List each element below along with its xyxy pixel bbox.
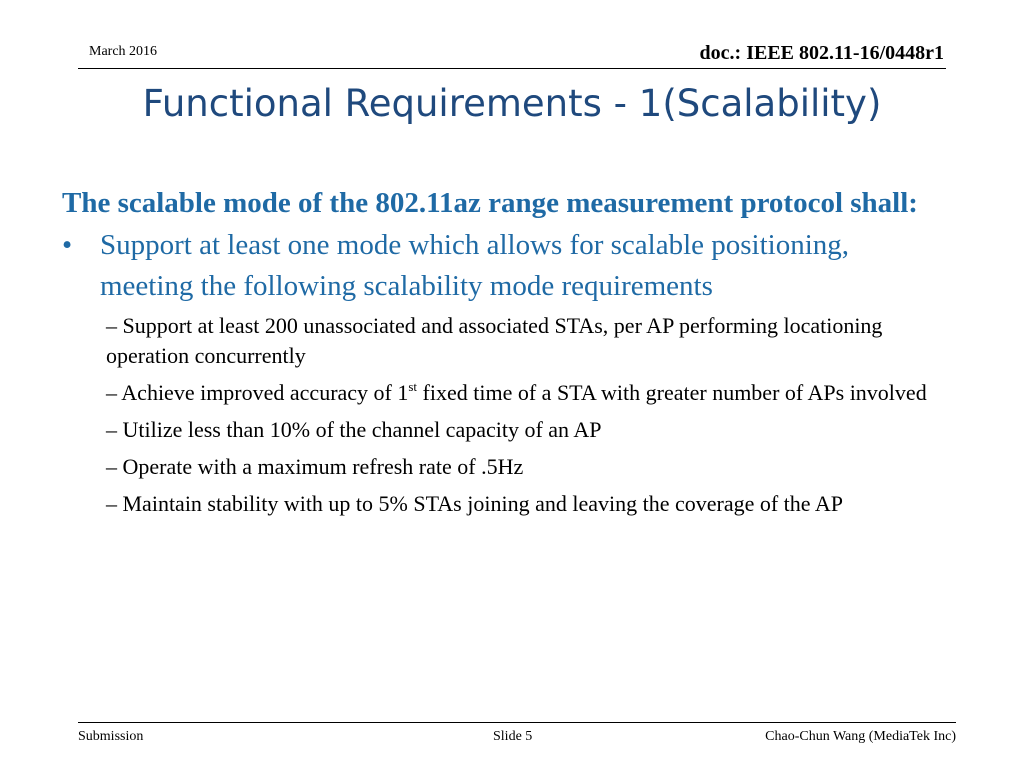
- footer-submission: Submission: [78, 729, 144, 744]
- header-divider: [78, 68, 946, 69]
- slide-title: Functional Requirements - 1(Scalability): [142, 82, 882, 125]
- header-date: March 2016: [89, 44, 158, 59]
- requirements-list: [106, 311, 942, 519]
- ordinal-suffix: st: [408, 379, 418, 394]
- requirement-item: – Support at least 200 unassociated and associated STAs, per AP performing locationing operation concurrently: [106, 313, 883, 368]
- requirement-item: [106, 378, 942, 408]
- requirement-item: – Operate with a maximum refresh rate of .5Hz: [106, 454, 524, 479]
- footer-divider: [78, 722, 956, 723]
- main-bullet-text: Support at least one mode which allows for scalable positioning, meeting the following scalability mode requirements: [100, 229, 850, 302]
- requirement-item: – Maintain stability with up to 5% STAs joining and leaving the coverage of the AP: [106, 491, 843, 516]
- requirement-item: – Utilize less than 10% of the channel capacity of an AP: [106, 417, 602, 442]
- slide-body: [62, 184, 942, 526]
- requirement-text: – Achieve improved accuracy of 1: [106, 380, 409, 405]
- lead-statement: The scalable mode of the 802.11az range measurement protocol shall:: [62, 187, 918, 219]
- footer-author: Chao-Chun Wang (MediaTek Inc): [765, 729, 956, 744]
- header-doc-id: doc.: IEEE 802.11-16/0448r1: [699, 42, 944, 64]
- requirement-text: fixed time of a STA with greater number of APs involved: [417, 380, 927, 405]
- bullet-icon: •: [62, 229, 73, 261]
- main-bullet: [62, 225, 942, 307]
- footer-slide-number: Slide 5: [493, 729, 533, 744]
